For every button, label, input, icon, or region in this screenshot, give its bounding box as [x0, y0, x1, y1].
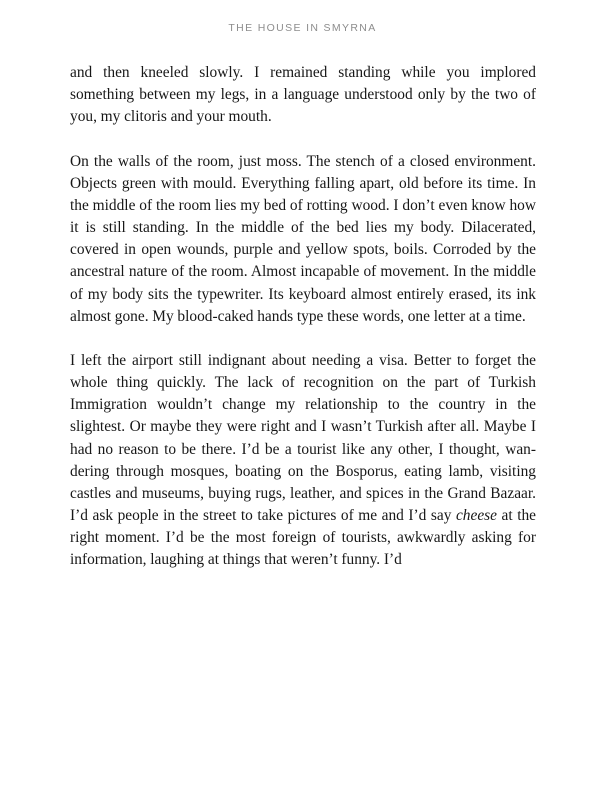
paragraph-1: and then kneeled slowly. I remained standing while you implored something between my legs, in a language understood only by the two of you, my clitoris and your mouth.: [70, 64, 536, 126]
paragraph-2: On the walls of the room, just moss. The stench of a closed environment. Objects green with mould. Everything falling apart, old before its time. In the middle of the room lies my bed of rotting wood. I don’t even know how it is still standing. In the middle of the bed lies my body. Dilacerated, covered in open wounds, purple and yellow spots, boils. Corroded by the ancestral nature of the room. Almost incapable of movement. In the middle of my body sits the typewriter. Its keyboard almost entirely erased, its ink almost gone. My blood-caked hands type these words, one letter at a time.: [70, 152, 536, 325]
emphasis-cheese: cheese: [455, 507, 497, 525]
body-text-block: [70, 62, 536, 572]
running-head: THE HOUSE IN SMYRNA: [228, 22, 377, 34]
paragraph-3-suffix: at the right moment. I’d be the most foreign of tourists, awkwardly asking for information, laughing at things that weren’t funny. I’d: [70, 507, 537, 569]
paragraph-3-prefix: I left the airport still indignant about needing a visa. Better to forget the whole thing quickly. The lack of recognition on the part of Turkish Immigration wouldn’t change my relationship to the country in the slightest. Or maybe they were right and I wasn’t Turkish after all. Maybe I had no reason to be there. I’d be a tourist like any other, I thought, wandering through mosques, boating on the Bosporus, eating lamb, visiting castles and museums, buying rugs, leather, and spices in the Grand Bazaar. I’d ask people in the street to take pictures of me and I’d say: [70, 352, 536, 525]
paragraph-3: [70, 350, 536, 572]
